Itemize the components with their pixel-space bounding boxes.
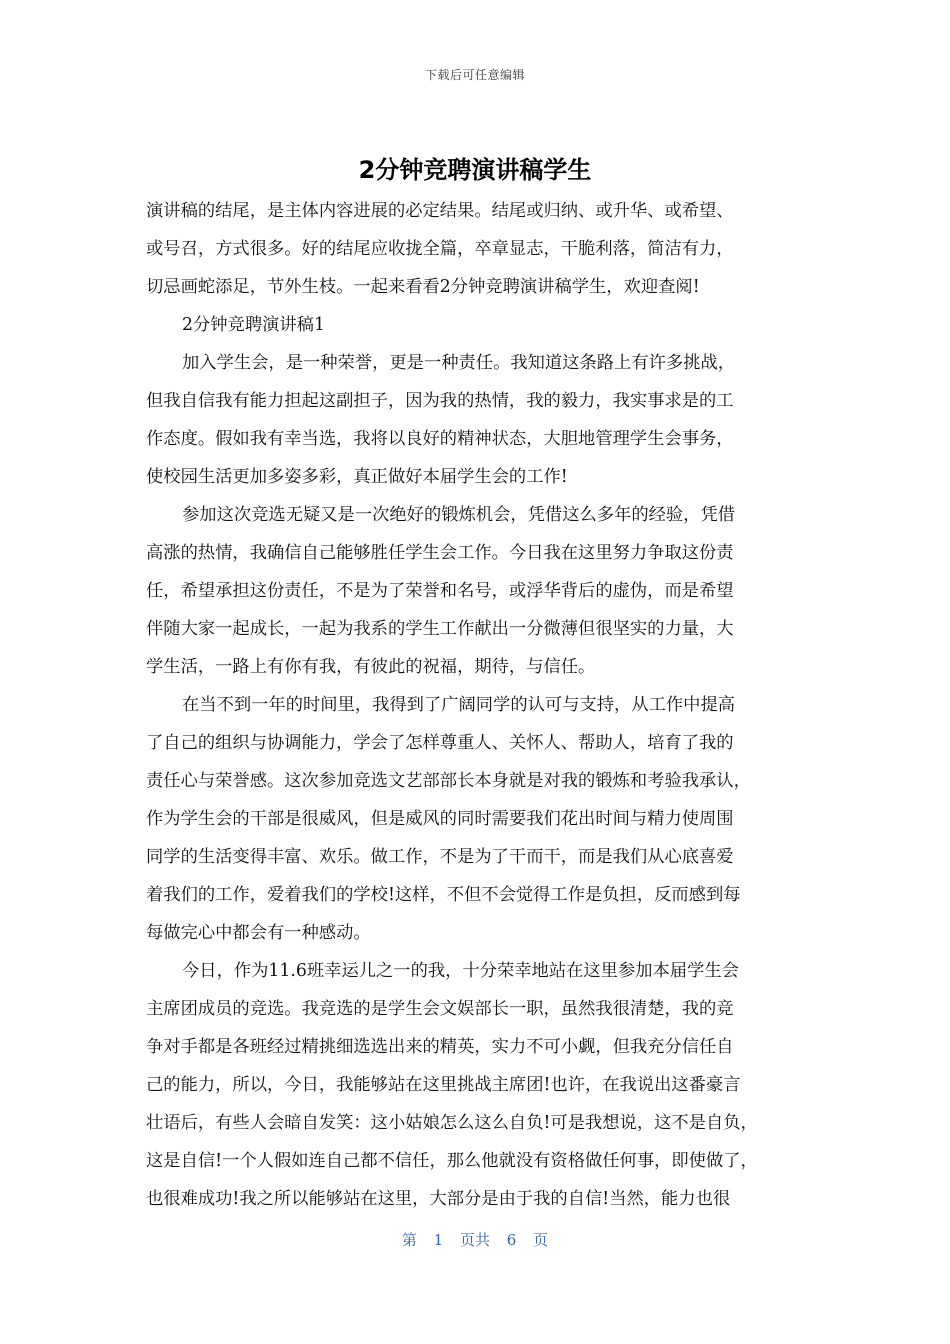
text-line: 今日，作为11.6班幸运儿之一的我，十分荣幸地站在这里参加本届学生会 — [182, 961, 739, 981]
text-line: 任，希望承担这份责任，不是为了荣誉和名号，或浮华背后的虚伪，而是希望 — [146, 581, 734, 601]
text-line: 参加这次竞选无疑又是一次绝好的锻炼机会，凭借这么多年的经验，凭借 — [182, 505, 736, 525]
text-line: 责任心与荣誉感。这次参加竞选文艺部部长本身就是对我的锻炼和考验我承认， — [146, 771, 751, 791]
text-line: 也很难成功!我之所以能够站在这里，大部分是由于我的自信!当然，能力也很 — [146, 1189, 731, 1209]
text-line: 着我们的工作，爱着我们的学校!这样，不但不会觉得工作是负担，反而感到每 — [146, 885, 741, 905]
text-line: 了自己的组织与协调能力，学会了怎样尊重人、关怀人、帮助人，培育了我的 — [146, 733, 734, 753]
text-line: 或号召，方式很多。好的结尾应收拢全篇，卒章显志，干脆利落，简洁有力， — [146, 239, 734, 259]
text-line: 2分钟竞聘演讲稿1 — [182, 315, 325, 335]
text-line: 作为学生会的干部是很威风，但是威风的同时需要我们花出时间与精力使周围 — [146, 809, 734, 829]
text-line: 壮语后，有些人会暗自发笑：这小姑娘怎么这么自负!可是我想说，这不是自负， — [146, 1113, 758, 1133]
page-footer: 第 1 页共 6 页 — [401, 1231, 549, 1249]
text-line: 作态度。假如我有幸当选，我将以良好的精神状态，大胆地管理学生会事务， — [146, 429, 734, 449]
page-header: 下载后可任意编辑 — [424, 68, 525, 82]
text-line: 每做完心中都会有一种感动。 — [146, 923, 371, 943]
document-title: 2分钟竞聘演讲稿学生 — [358, 156, 592, 184]
text-line: 主席团成员的竞选。我竞选的是学生会文娱部长一职，虽然我很清楚，我的竞 — [146, 999, 734, 1019]
text-line: 但我自信我有能力担起这副担子，因为我的热情，我的毅力，我实事求是的工 — [146, 391, 734, 411]
text-line: 己的能力，所以，今日，我能够站在这里挑战主席团!也许，在我说出这番豪言 — [146, 1075, 741, 1095]
text-line: 加入学生会，是一种荣誉，更是一种责任。我知道这条路上有许多挑战， — [182, 353, 736, 373]
text-line: 学生活，一路上有你有我，有彼此的祝福，期待，与信任。 — [146, 657, 596, 677]
text-line: 使校园生活更加多姿多彩，真正做好本届学生会的工作! — [146, 467, 568, 487]
document-body — [146, 192, 816, 1218]
text-line: 伴随大家一起成长，一起为我系的学生工作献出一分微薄但很坚实的力量，大 — [146, 619, 734, 639]
text-line: 演讲稿的结尾，是主体内容进展的必定结果。结尾或归纳、或升华、或希望、 — [146, 201, 734, 221]
text-line: 在当不到一年的时间里，我得到了广阔同学的认可与支持，从工作中提高 — [182, 695, 736, 715]
text-line: 争对手都是各班经过精挑细选选出来的精英，实力不可小觑，但我充分信任自 — [146, 1037, 734, 1057]
text-line: 同学的生活变得丰富、欢乐。做工作，不是为了干而干，而是我们从心底喜爱 — [146, 847, 734, 867]
text-line: 这是自信!一个人假如连自己都不信任，那么他就没有资格做任何事，即使做了， — [146, 1151, 758, 1171]
text-line: 切忌画蛇添足，节外生枝。一起来看看2分钟竞聘演讲稿学生，欢迎查阅! — [146, 277, 700, 297]
text-line: 高涨的热情，我确信自己能够胜任学生会工作。今日我在这里努力争取这份责 — [146, 543, 734, 563]
